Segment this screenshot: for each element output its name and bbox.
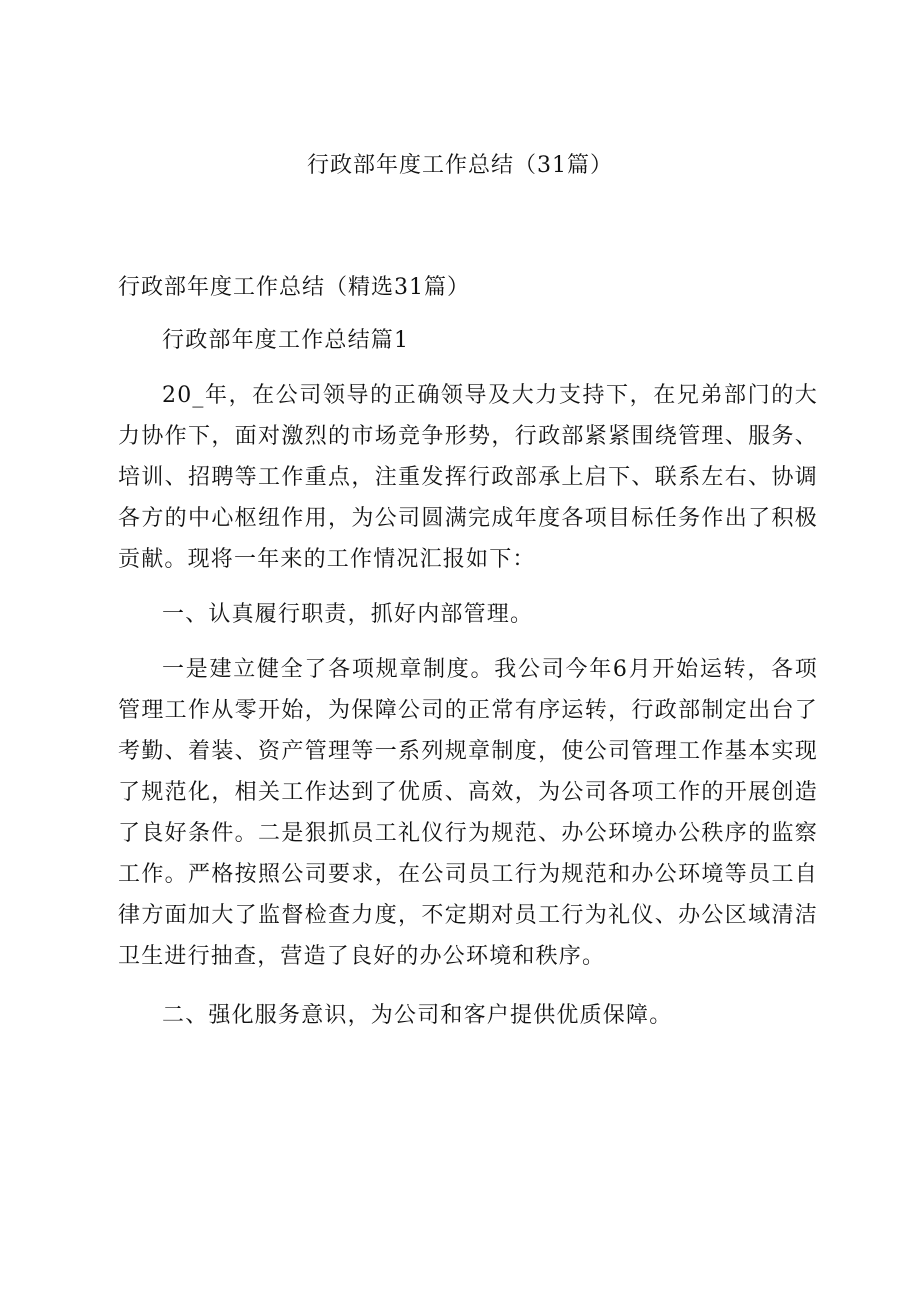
section-heading-3: 二、强化服务意识，为公司和客户提供优质保障。 (162, 1003, 673, 1028)
document-body (118, 320, 818, 1036)
document-title: 行政部年度工作总结（31篇） (307, 153, 613, 178)
section-heading-1: 行政部年度工作总结篇1 (162, 328, 410, 353)
paragraph-management: 一是建立健全了各项规章制度。我公司今年6月开始运转，各项管理工作从零开始，为保障公司的正常有序运转，行政部制定出台了考勤、着装、资产管理等一系列规章制度，使公司管理工作基本实现了规范化，相关工作达到了优质、高效，为公司各项工作的开展创造了良好条件。二是狠抓员工礼仪行为规范、办公环境办公秩序的监察工作。严格按照公司要求，在公司员工行为规范和办公环境等员工自律方面加大了监督检查力度，不定期对员工行为礼仪、办公区域清洁卫生进行抽查，营造了良好的办公环境和秩序。 (118, 657, 818, 969)
document-subtitle: 行政部年度工作总结（精选31篇） (118, 275, 470, 300)
paragraph-intro: 20_年，在公司领导的正确领导及大力支持下，在兄弟部门的大力协作下，面对激烈的市场竞争形势，行政部紧紧围绕管理、服务、培训、招聘等工作重点，注重发挥行政部承上启下、联系左右、协调各方的中心枢纽作用，为公司圆满完成年度各项目标任务作出了积极贡献。现将一年来的工作情况汇报如下： (118, 383, 818, 572)
section-heading-2: 一、认真履行职责，抓好内部管理。 (162, 602, 534, 627)
